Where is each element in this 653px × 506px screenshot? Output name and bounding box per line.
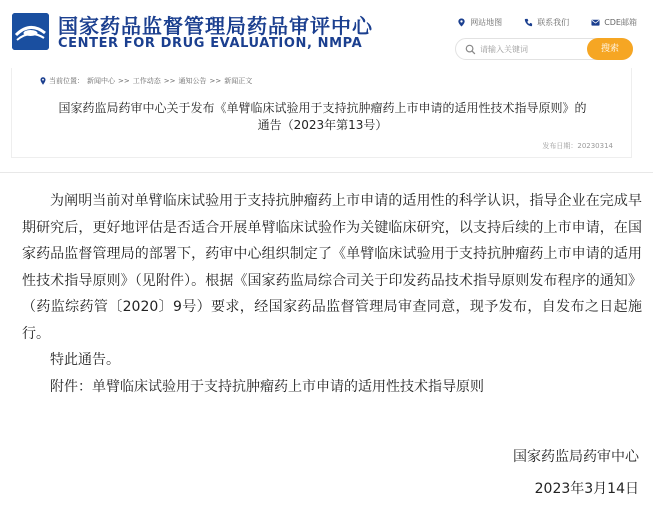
org-name-en: CENTER FOR DRUG EVALUATION, NMPA bbox=[58, 36, 363, 51]
org-name-cn: 国家药品监督管理局药品审评中心 bbox=[58, 14, 373, 38]
breadcrumb-separator: >> bbox=[163, 77, 176, 85]
notice-header-card bbox=[11, 68, 632, 158]
phone-icon bbox=[524, 18, 533, 27]
signature-org: 国家药监局药审中心 bbox=[513, 449, 639, 465]
breadcrumb-item-notices[interactable]: 通知公告 bbox=[178, 77, 207, 85]
signature-date: 2023年3月14日 bbox=[534, 481, 639, 497]
notice-title bbox=[32, 100, 613, 134]
contact-link-label: 联系我们 bbox=[537, 18, 570, 27]
sitemap-link-label: 网站地图 bbox=[470, 18, 503, 27]
breadcrumb-prefix: 当前位置： bbox=[49, 77, 84, 85]
breadcrumb-separator: >> bbox=[209, 77, 222, 85]
body-paragraph-main: 为阐明当前对单臂临床试验用于支持抗肿瘤药上市申请的适用性的科学认识，指导企业在完成早期研究后，更好地评估是否适合开展单臂临床试验作为关键临床研究，以支持后续的上市申请，在国家药品监督管理局的部署下，药审中心组织制定了《单臂临床试验用于支持抗肿瘤药上市申请的适用性技术指导原则》（见附件）。根据《国家药监局综合司关于印发药品技术指导原则发布程序的通知》（药监综药管〔2020〕9号）要求，经国家药品监督管理局审查同意，现予发布，自发布之日起施行。 bbox=[22, 193, 642, 342]
cde-mail-link-label: CDE邮箱 bbox=[604, 18, 637, 27]
breadcrumb-separator: >> bbox=[118, 77, 130, 85]
notice-body bbox=[22, 188, 642, 400]
contact-link[interactable] bbox=[524, 17, 569, 28]
breadcrumb-item-work-news[interactable]: 工作动态 bbox=[132, 77, 161, 85]
cde-logo[interactable] bbox=[12, 13, 49, 50]
location-pin-icon bbox=[457, 18, 466, 27]
body-paragraph-closing: 特此通告。 bbox=[50, 352, 120, 368]
breadcrumb-item-news-article: 新闻正文 bbox=[224, 77, 253, 85]
content-divider bbox=[0, 172, 653, 173]
breadcrumb bbox=[40, 76, 252, 86]
search-box bbox=[455, 38, 633, 60]
breadcrumb-item-news-center[interactable]: 新闻中心 bbox=[87, 77, 115, 85]
sitemap-link[interactable] bbox=[457, 17, 502, 28]
publish-date: 发布日期：20230314 bbox=[542, 142, 613, 150]
search-icon bbox=[465, 44, 476, 55]
search-input[interactable] bbox=[480, 42, 580, 57]
logo-emblem-icon bbox=[12, 13, 49, 50]
attachment-line[interactable]: 附件：单臂临床试验用于支持抗肿瘤药上市申请的适用性技术指导原则 bbox=[50, 378, 484, 395]
notice-title-line-2: 通告（2023年第13号） bbox=[257, 118, 388, 132]
notice-title-line-1: 国家药监局药审中心关于发布《单臂临床试验用于支持抗肿瘤药上市申请的适用性技术指导原则》的 bbox=[58, 101, 587, 115]
cde-mail-link[interactable] bbox=[591, 17, 637, 28]
site-header bbox=[0, 0, 653, 66]
mail-icon bbox=[591, 18, 600, 27]
location-pin-icon bbox=[40, 77, 46, 85]
search-button[interactable]: 搜索 bbox=[587, 38, 633, 60]
top-links bbox=[457, 17, 637, 28]
